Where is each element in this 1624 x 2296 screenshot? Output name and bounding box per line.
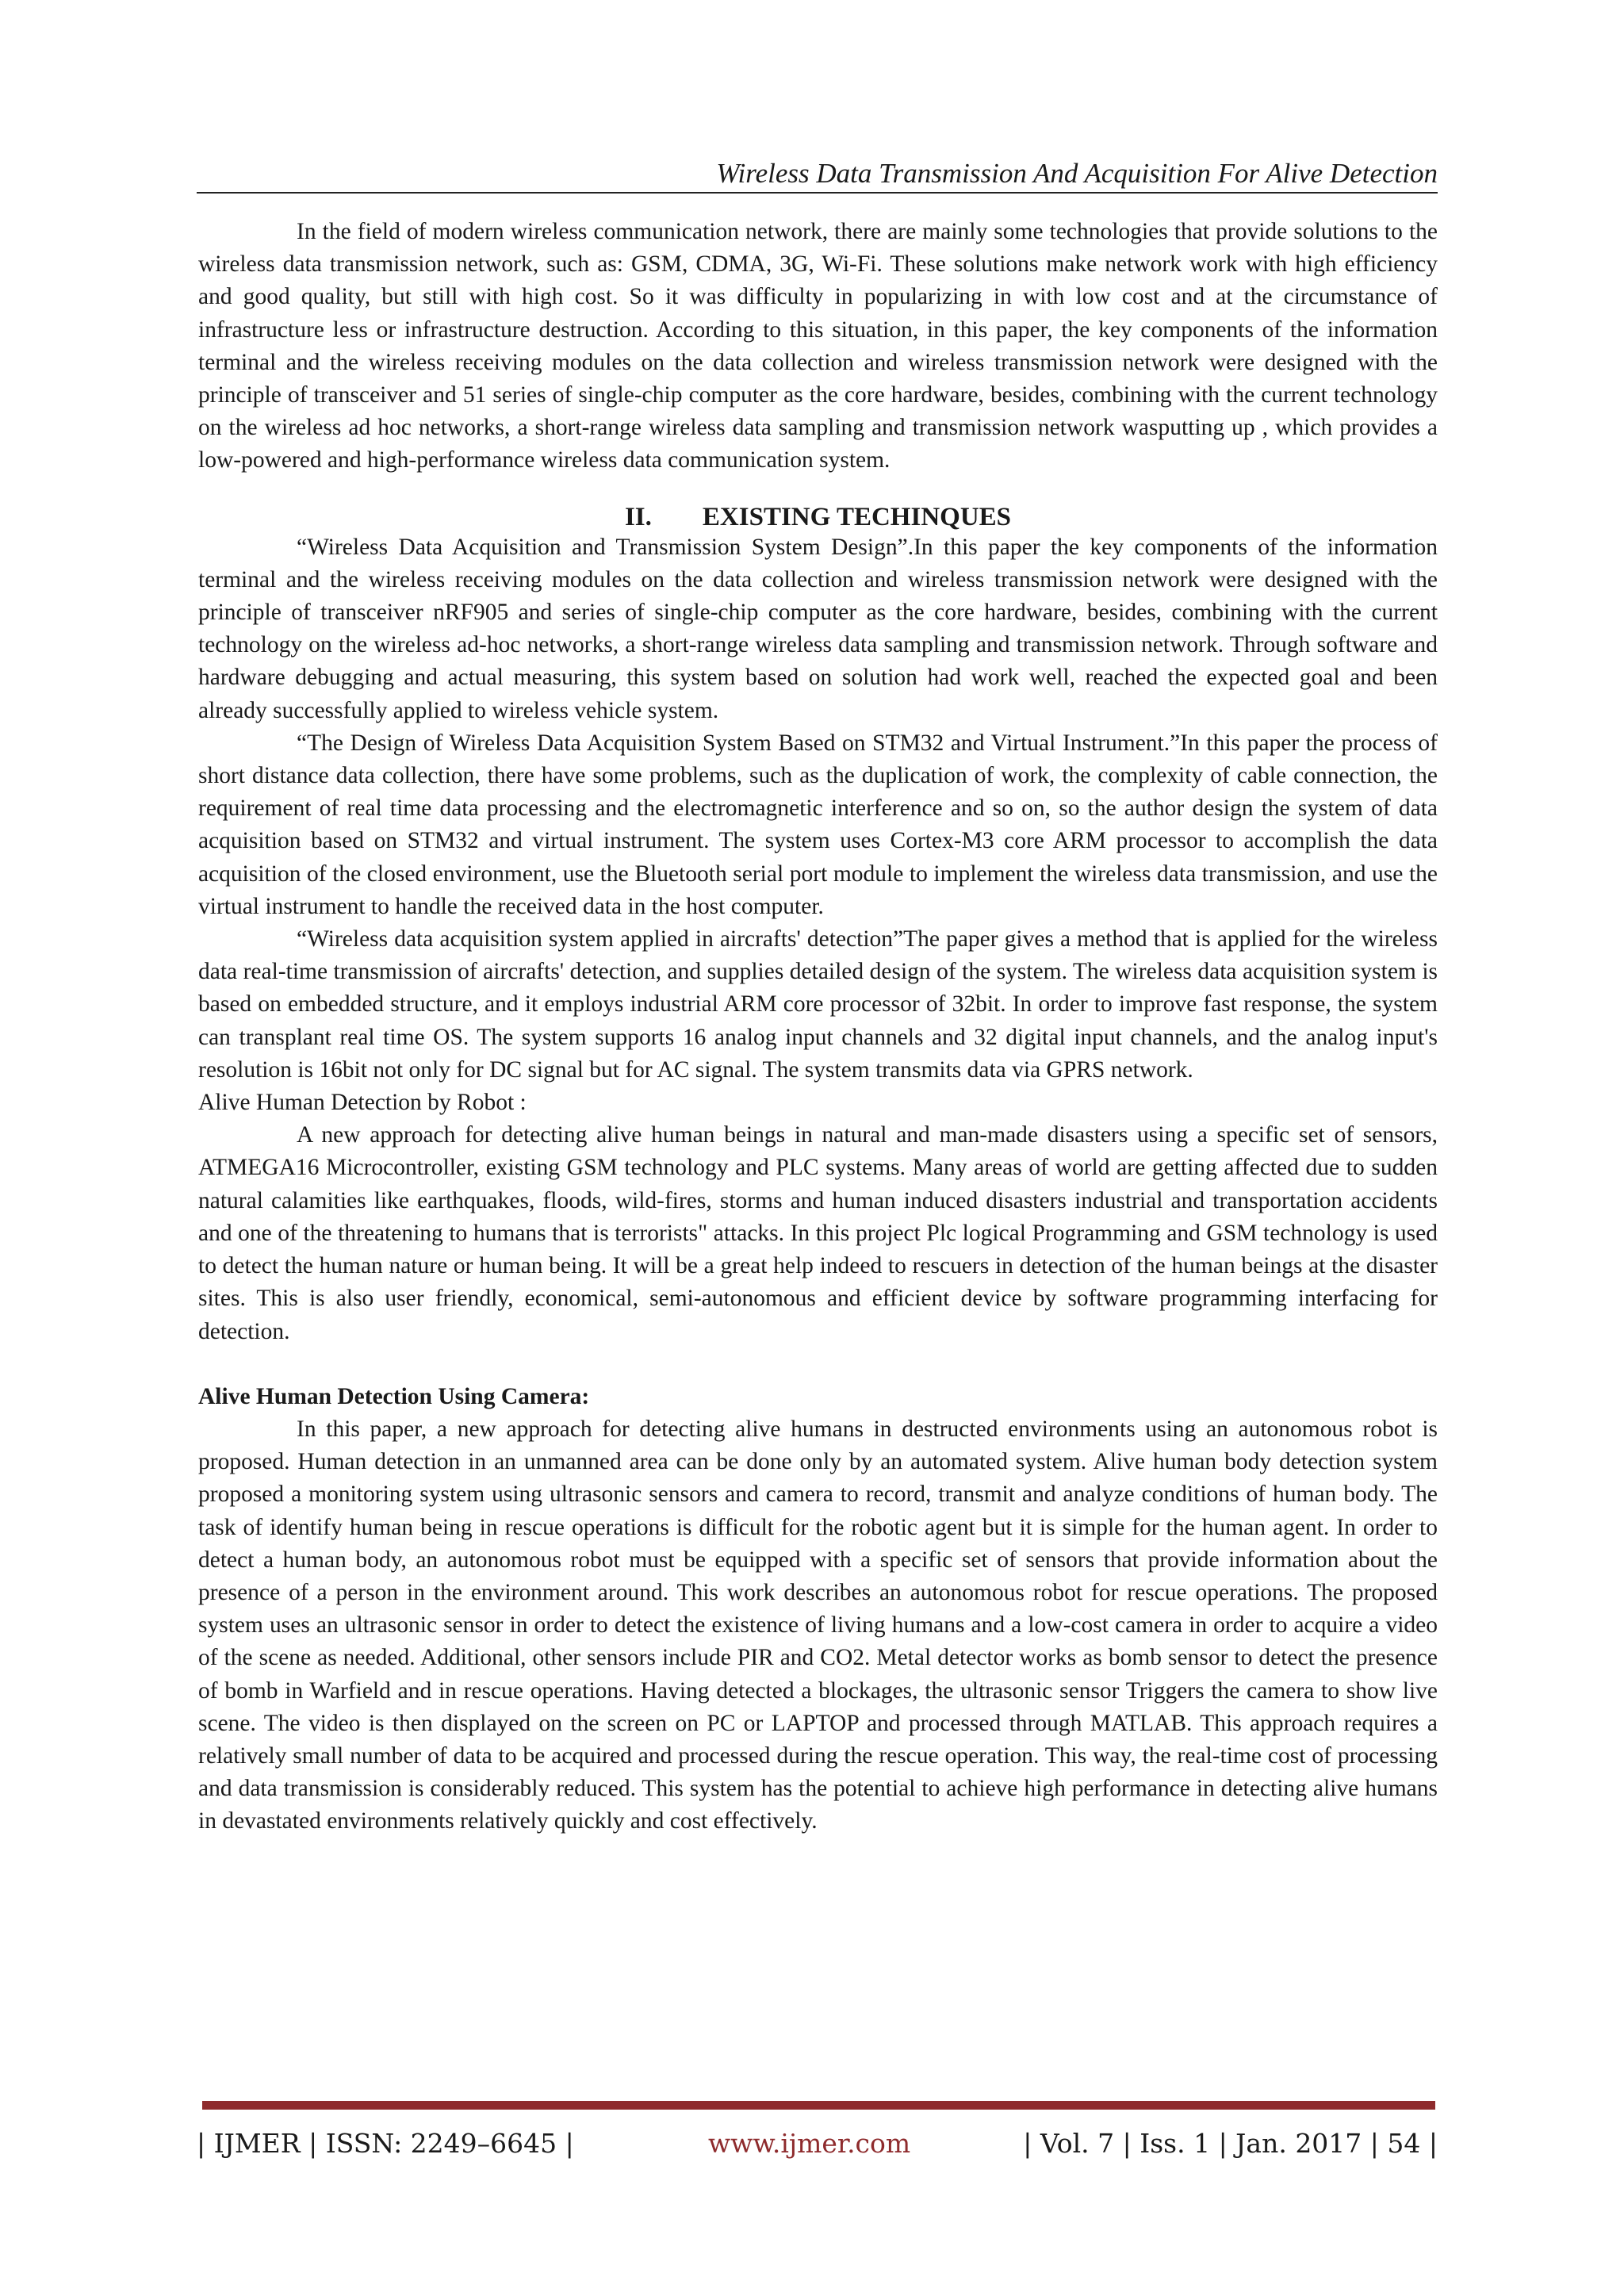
footer-journal-info: | IJMER | ISSN: 2249–6645 | xyxy=(197,2128,574,2159)
section-number: II. xyxy=(624,502,652,531)
header-rule xyxy=(197,192,1438,194)
page-footer xyxy=(197,2124,1438,2164)
footer-website-link[interactable]: www.ijmer.com xyxy=(708,2128,911,2159)
subheading-robot: Alive Human Detection by Robot : xyxy=(198,1090,527,1116)
paragraph-intro: In the field of modern wireless communication network, there are mainly some technologies that provide solutions to the wireless data transmission network, such as: GSM, CDMA, 3G, Wi-Fi. These solutions make network work with high efficiency and good quality, but still with high cost. So it was difficulty in popularizing in with low cost and at the circumstance of infrastructure less or infrastructure destruction. According to this situation, in this paper, the key components of the information terminal and the wireless receiving modules on the data collection and wireless transmission network were designed with the principle of transceiver and 51 series of single-chip computer as the core hardware, besides, combining with the current technology on the wireless ad hoc networks, a short-range wireless data sampling and transmission network wasputting up , which provides a low-powered and high-performance wireless data communication system. xyxy=(198,219,1438,473)
section-title: EXISTING TECHINQUES xyxy=(702,502,1012,531)
paragraph-camera: In this paper, a new approach for detecting alive humans in destructed environments using an autonomous robot is proposed. Human detection in an unmanned area can be done only by an automated system. Alive human body detection system proposed a monitoring system using ultrasonic sensors and camera to record, transmit and analyze conditions of human body. The task of identify human being in rescue operations is difficult for the robotic agent but it is simple for the human agent. In order to detect a human body, an autonomous robot must be equipped with a specific set of sensors that provide information about the presence of a person in the environment around. This work describes an autonomous robot for rescue operations. The proposed system uses an ultrasonic sensor in order to detect the existence of living humans and a low-cost camera in order to acquire a video of the scene as needed. Additional, other sensors include PIR and CO2. Metal detector works as bomb sensor to detect the presence of bomb in Warfield and in rescue operations. Having detected a blockages, the ultrasonic sensor Triggers the camera to show live scene. The video is then displayed on the screen on PC or LAPTOP and processed through MATLAB. This approach requires a relatively small number of data to be acquired and processed during the rescue operation. This way, the real-time cost of processing and data transmission is considerably reduced. This system has the potential to achieve high performance in detecting alive humans in devastated environments relatively quickly and cost effectively. xyxy=(198,1416,1438,1834)
body-text xyxy=(198,216,1438,1838)
paragraph-aircraft-detection: “Wireless data acquisition system applied in aircrafts' detection”The paper gives a method that is applied for the wireless data real-time transmission of aircrafts' detection, and supplies detailed design of the system. The wireless data acquisition system is based on embedded structure, and it employs industrial ARM core processor of 32bit. In order to improve fast response, the system can transplant real time OS. The system supports 16 analog input channels and 32 digital input channels, and the analog input's resolution is 16bit not only for DC signal but for AC signal. The system transmits data via GPRS network. xyxy=(198,926,1438,1083)
running-head: Wireless Data Transmission And Acquisition For Alive Detection xyxy=(716,158,1438,189)
paragraph-transmission-design: “Wireless Data Acquisition and Transmission System Design”.In this paper the key components of the information terminal and the wireless receiving modules on the data collection and wireless transmission network were designed with the principle of transceiver nRF905 and series of single-chip computer as the core hardware, besides, combining with the current technology on the wireless ad-hoc networks, a short-range wireless data sampling and transmission network. Through software and hardware debugging and actual measuring, this system based on solution had work well, reached the expected goal and been already successfully applied to wireless vehicle system. xyxy=(198,534,1438,723)
section-heading xyxy=(198,503,1438,531)
paragraph-spacer xyxy=(198,1348,1438,1381)
paragraph-robot: A new approach for detecting alive human beings in natural and man-made disasters using a specific set of sensors, ATMEGA16 Microcontroller, existing GSM technology and PLC systems. Many areas of world are getting affected due to sudden natural calamities like earthquakes, floods, wild-fires, storms and human induced disasters industrial and transportation accidents and one of the threatening to humans that is terrorists" attacks. In this project Plc logical Programming and GSM technology is used to detect the human nature or human being. It will be a great help indeed to rescuers in detection of the human beings at the disaster sites. This is also user friendly, economical, semi-autonomous and efficient device by software programming interfacing for detection. xyxy=(198,1122,1438,1344)
footer-issue-info: | Vol. 7 | Iss. 1 | Jan. 2017 | 54 | xyxy=(1023,2128,1438,2159)
footer-bar xyxy=(202,2101,1435,2110)
subheading-camera: Alive Human Detection Using Camera: xyxy=(198,1383,590,1409)
paragraph-stm32-design: “The Design of Wireless Data Acquisition System Based on STM32 and Virtual Instrument.”In this paper the process of short distance data collection, there have some problems, such as the duplication of work, the complexity of cable connection, the requirement of real time data processing and the electromagnetic interference and so on, so the author design the system of data acquisition based on STM32 and virtual instrument. The system uses Cortex-M3 core ARM processor to accomplish the data acquisition of the closed environment, use the Bluetooth serial port module to implement the wireless data transmission, and use the virtual instrument to handle the received data in the host computer. xyxy=(198,730,1438,919)
